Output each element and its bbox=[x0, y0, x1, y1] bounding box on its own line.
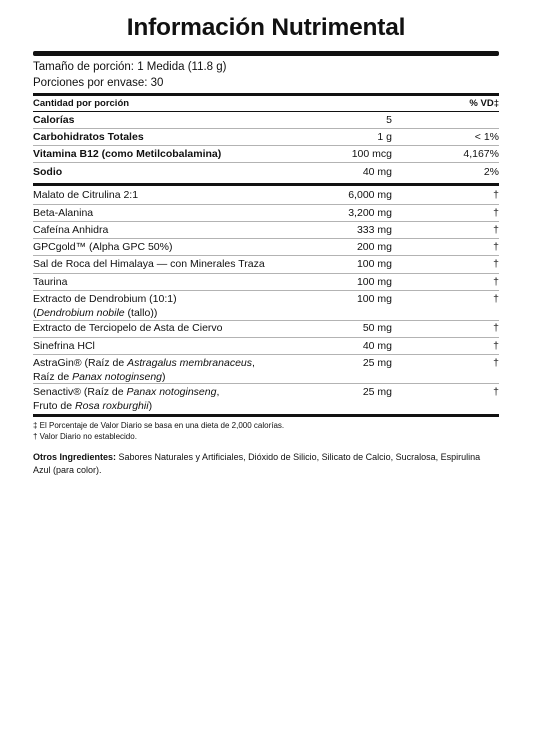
ingredient-dv: † bbox=[493, 357, 499, 369]
ingredient-name-line2: Raíz de Panax notoginseng) bbox=[33, 371, 166, 383]
row-divider bbox=[33, 255, 499, 256]
ingredient-name: Sinefrina HCl bbox=[33, 340, 95, 352]
ingredient-name: GPCgold™ (Alpha GPC 50%) bbox=[33, 241, 173, 253]
ingredient-amount: 25 mg bbox=[362, 386, 392, 398]
ingredient-name: AstraGin® (Raíz de Astragalus membranaceus, bbox=[33, 357, 255, 369]
nutrient-dv: 4,167% bbox=[463, 148, 499, 160]
ingredient-dv: † bbox=[493, 241, 499, 253]
row-divider bbox=[33, 162, 499, 163]
row-divider bbox=[33, 204, 499, 205]
footnote-divider bbox=[33, 414, 499, 417]
servings-per-container: Porciones por envase: 30 bbox=[33, 77, 164, 89]
ingredient-dv: † bbox=[493, 258, 499, 270]
ingredient-name: Cafeína Anhidra bbox=[33, 224, 109, 236]
row-divider bbox=[33, 337, 499, 338]
nutrient-name: Sodio bbox=[33, 166, 63, 178]
other-ingredients bbox=[33, 451, 499, 477]
row-divider bbox=[33, 320, 499, 321]
ingredient-name: Senactiv® (Raíz de Panax notoginseng, bbox=[33, 386, 220, 398]
row-divider bbox=[33, 238, 499, 239]
amount-per-serving-header: Cantidad por porción bbox=[33, 98, 130, 109]
ingredient-dv: † bbox=[493, 224, 499, 236]
ingredient-amount: 40 mg bbox=[362, 340, 392, 352]
ingredient-row bbox=[33, 357, 499, 385]
row-divider bbox=[33, 128, 499, 129]
ingredient-dv: † bbox=[493, 189, 499, 201]
nutrient-amount: 1 g bbox=[377, 131, 392, 143]
ingredient-amount: 25 mg bbox=[362, 357, 392, 369]
row-divider bbox=[33, 290, 499, 291]
ingredient-amount: 100 mg bbox=[356, 293, 392, 305]
daily-value-header: % VD‡ bbox=[469, 98, 499, 109]
ingredient-row bbox=[33, 386, 499, 414]
ingredient-name-line2: (Dendrobium nobile (tallo)) bbox=[33, 307, 158, 319]
ingredient-name: Beta-Alanina bbox=[33, 207, 94, 219]
nutrient-name: Carbohidratos Totales bbox=[33, 131, 144, 143]
ingredient-dv: † bbox=[493, 340, 499, 352]
ingredient-dv: † bbox=[493, 207, 499, 219]
nutrient-dv: 2% bbox=[483, 166, 499, 178]
ingredient-dv: † bbox=[493, 386, 499, 398]
ingredient-amount: 100 mg bbox=[356, 276, 392, 288]
title-divider bbox=[33, 51, 499, 56]
other-ingredients-label: Otros Ingredientes: bbox=[33, 452, 117, 462]
nutrient-amount: 40 mg bbox=[362, 166, 392, 178]
serving-size: Tamaño de porción: 1 Medida (11.8 g) bbox=[33, 61, 227, 73]
row-divider bbox=[33, 273, 499, 274]
footnote-daily-value: ‡ El Porcentaje de Valor Diario se basa en una dieta de 2,000 calorías. bbox=[33, 421, 285, 430]
row-divider bbox=[33, 383, 499, 384]
nutrient-name: Vitamina B12 (como Metilcobalamina) bbox=[33, 148, 222, 160]
ingredient-name: Extracto de Terciopelo de Asta de Ciervo bbox=[33, 322, 223, 334]
row-divider bbox=[33, 221, 499, 222]
ingredient-amount: 3,200 mg bbox=[348, 207, 392, 219]
ingredient-name: Taurina bbox=[33, 276, 68, 288]
ingredient-name-line2: Fruto de Rosa roxburghii) bbox=[33, 400, 153, 412]
nutrient-dv: < 1% bbox=[474, 131, 499, 143]
nutrient-name: Calorías bbox=[33, 114, 75, 126]
ingredient-row bbox=[33, 293, 499, 321]
ingredient-amount: 200 mg bbox=[356, 241, 392, 253]
serving-divider bbox=[33, 93, 499, 96]
row-divider bbox=[33, 354, 499, 355]
header-divider bbox=[33, 111, 499, 112]
ingredient-amount: 6,000 mg bbox=[348, 189, 392, 201]
ingredient-dv: † bbox=[493, 276, 499, 288]
ingredient-name: Sal de Roca del Himalaya — con Minerales Traza bbox=[33, 258, 265, 270]
nutrient-amount: 100 mcg bbox=[351, 148, 392, 160]
footnote-not-established: † Valor Diario no establecido. bbox=[33, 432, 137, 441]
ingredient-amount: 333 mg bbox=[356, 224, 392, 236]
ingredient-dv: † bbox=[493, 322, 499, 334]
ingredient-amount: 100 mg bbox=[356, 258, 392, 270]
ingredient-name: Extracto de Dendrobium (10:1) bbox=[33, 293, 177, 305]
ingredient-dv: † bbox=[493, 293, 499, 305]
ingredient-amount: 50 mg bbox=[362, 322, 392, 334]
other-ingredients-text: Sabores Naturales y Artificiales, Dióxido de Silicio, Silicato de Calcio, Sucralosa, Espirulina Azul (para color). bbox=[33, 452, 481, 475]
section-divider bbox=[33, 183, 499, 186]
page-title: Información Nutrimental bbox=[126, 14, 406, 41]
nutrient-amount: 5 bbox=[386, 114, 392, 126]
ingredient-name: Malato de Citrulina 2:1 bbox=[33, 189, 139, 201]
row-divider bbox=[33, 145, 499, 146]
